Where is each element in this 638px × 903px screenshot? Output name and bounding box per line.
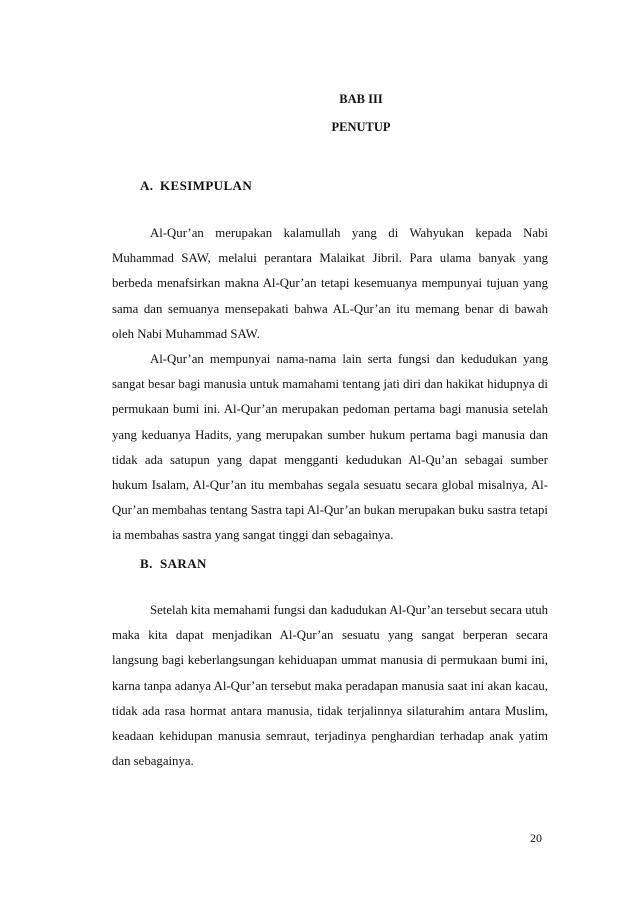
section-number: B. [140,556,153,571]
paragraph: Al-Qur’an merupakan kalamullah yang di Wahyukan kepada Nabi Muhammad SAW, melalui perantara Malaikat Jibril. Para ulama banyak yang berbeda menafsirkan makna Al-Qur’an tetapi kesemuanya mempunyai tujuan yang sama dan semuanya mensepakati bahwa AL-Qur’an itu memang benar di bawah oleh Nabi Muhammad SAW. [112,226,548,341]
chapter-title: PENUTUP [331,120,391,134]
section-number: A. [140,178,154,193]
paragraph: Al-Qur’an mempunyai nama-nama lain serta fungsi dan kedudukan yang sangat besar bagi manusia untuk mamahami tentang jati diri dan hakikat hidupnya di permukaan bumi ini. Al-Qur’an merupakan pedoman pertama bagi manusia setelah yang keduanya Hadits, yang merupakan sumber hukum pertama bagi manusia dan tidak ada satupun yang dapat mengganti kedudukan Al-Qu’an sebagai sumber hukum Isalam, Al-Qur’an itu membahas segala sesuatu secara global misalnya, Al-Qur’an membahas tentang Sastra tapi Al-Qur’an bukan merupakan buku sastra tetapi ia membahas sastra yang sangat tinggi dan sebagainya. [112,352,548,543]
page-number: 20 [530,831,542,845]
section-heading-kesimpulan [140,178,252,194]
chapter-number: BAB III [339,92,383,106]
section-heading-saran [140,556,207,572]
section-title: SARAN [160,556,207,571]
paragraph: Setelah kita memahami fungsi dan kadudukan Al-Qur’an tersebut secara utuh maka kita dapat menjadikan Al-Qur’an sesuatu yang sangat berperan secara langsung bagi keberlangsungan kehiduapan ummat manusia di permukaan bumi ini, karna tanpa adanya Al-Qur’an tersebut maka peradapan manusia saat ini akan kacau, tidak ada rasa hormat antara manusia, tidak terjalinnya silaturahim antara Muslim, keadaan kehidupan manusia semraut, terjadinya penghardian terhadap anak yatim dan sebagainya. [112,603,548,769]
section-title: KESIMPULAN [160,178,253,193]
